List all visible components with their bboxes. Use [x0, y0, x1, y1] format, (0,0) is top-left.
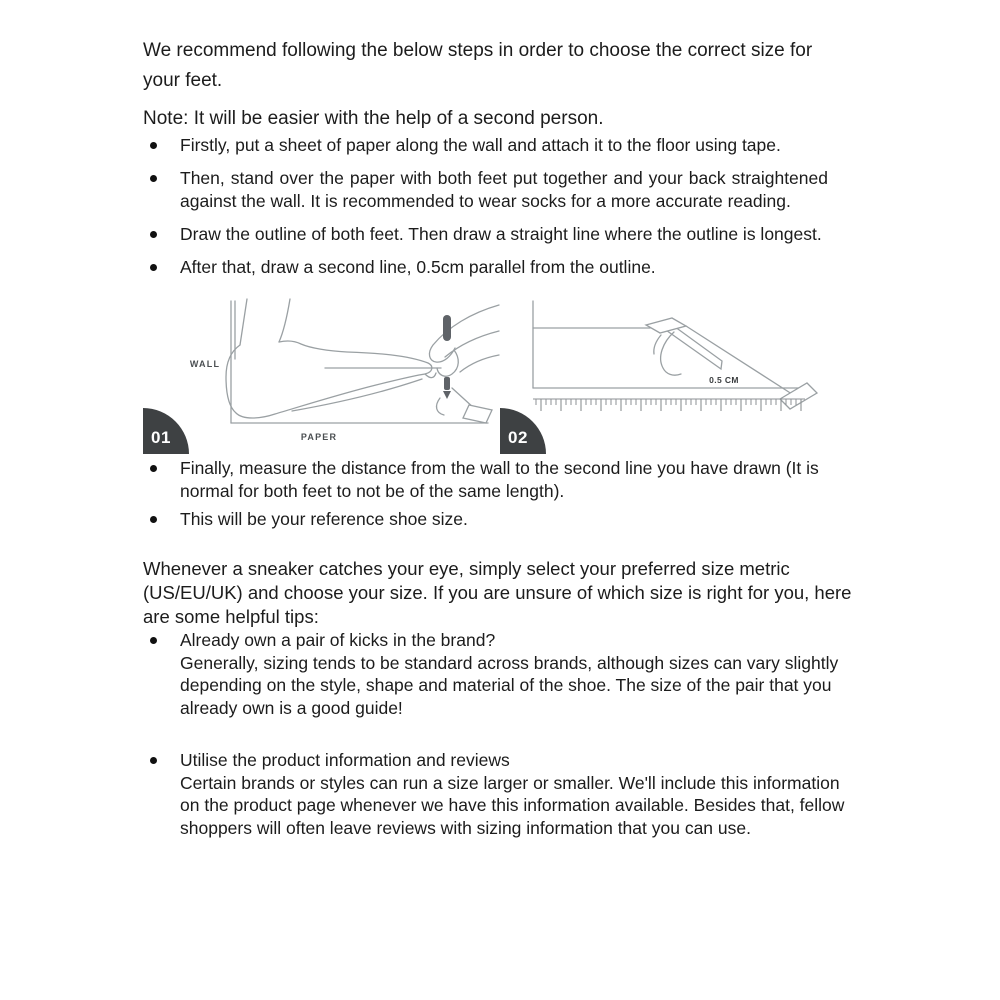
tip-title: Utilise the product information and reviews	[180, 750, 510, 770]
foot-line-art	[226, 299, 499, 423]
bullet-icon	[150, 231, 157, 238]
list-item	[143, 134, 862, 157]
paper-label: PAPER	[300, 432, 338, 442]
bullet-icon	[150, 142, 157, 149]
foot-against-wall-illustration	[143, 295, 500, 457]
figure-wall-measure	[143, 295, 500, 457]
list-item	[143, 457, 862, 503]
tape-piece-icon	[463, 405, 492, 423]
step-text: Firstly, put a sheet of paper along the wall and attach it to the floor using tape.	[180, 135, 781, 155]
figure-ruler-measure	[500, 295, 862, 457]
result-steps-list	[143, 457, 862, 531]
list-item	[143, 508, 862, 531]
measuring-steps-list	[143, 134, 862, 279]
tip-text	[180, 749, 860, 839]
list-item	[143, 256, 862, 279]
result-text: This will be your reference shoe size.	[180, 509, 468, 529]
marker-pen-icon	[443, 315, 451, 399]
bullet-icon	[150, 264, 157, 271]
tip-body: Certain brands or styles can run a size larger or smaller. We'll include this information on the product page whenever we have this information available. Besides that, fellow shoppers will often leave reviews with sizing information that you can use.	[180, 772, 845, 838]
tips-list	[143, 629, 862, 839]
tip-text	[180, 629, 860, 719]
wall-label: WALL	[189, 359, 221, 369]
sizing-intro-paragraph: Whenever a sneaker catches your eye, simply select your preferred size metric (US/EU/UK) and choose your size. If you are unsure of which size is right for you, here are some helpful tips:	[143, 558, 852, 627]
bullet-icon	[150, 465, 157, 472]
bullet-icon	[150, 175, 157, 182]
intro-paragraph: We recommend following the below steps in order to choose the correct size for your feet.	[143, 40, 813, 91]
list-item	[143, 223, 862, 246]
bullet-icon	[150, 757, 157, 764]
ruler-icon	[533, 399, 805, 412]
tip-title: Already own a pair of kicks in the brand?	[180, 630, 496, 650]
illustrations-row	[143, 295, 862, 457]
step-text: Then, stand over the paper with both feet put together and your back straightened against the wall. It is recommended to wear socks for a more accurate reading.	[180, 168, 828, 211]
bullet-icon	[150, 516, 157, 523]
step-02-badge-number: 02	[508, 428, 528, 447]
list-item	[143, 167, 862, 213]
step-text: After that, draw a second line, 0.5cm parallel from the outline.	[180, 257, 656, 277]
bullet-icon	[150, 637, 157, 644]
tip-body: Generally, sizing tends to be standard across brands, although sizes can vary slightly depending on the style, shape and material of the shoe. The size of the pair that you already own is a good guide!	[180, 652, 839, 718]
measuring-line-art	[533, 301, 800, 396]
list-item	[143, 749, 862, 839]
step-01-badge-number: 01	[151, 428, 171, 447]
note-paragraph: Note: It will be easier with the help of a second person.	[143, 108, 604, 129]
step-text: Draw the outline of both feet. Then draw a straight line where the outline is longest.	[180, 224, 822, 244]
list-item	[143, 629, 862, 719]
offset-distance-label: 0.5 CM	[709, 375, 739, 385]
result-text: Finally, measure the distance from the wall to the second line you have drawn (It is normal for both feet to not be of the same length).	[180, 458, 819, 501]
ruler-measure-illustration	[500, 295, 862, 457]
